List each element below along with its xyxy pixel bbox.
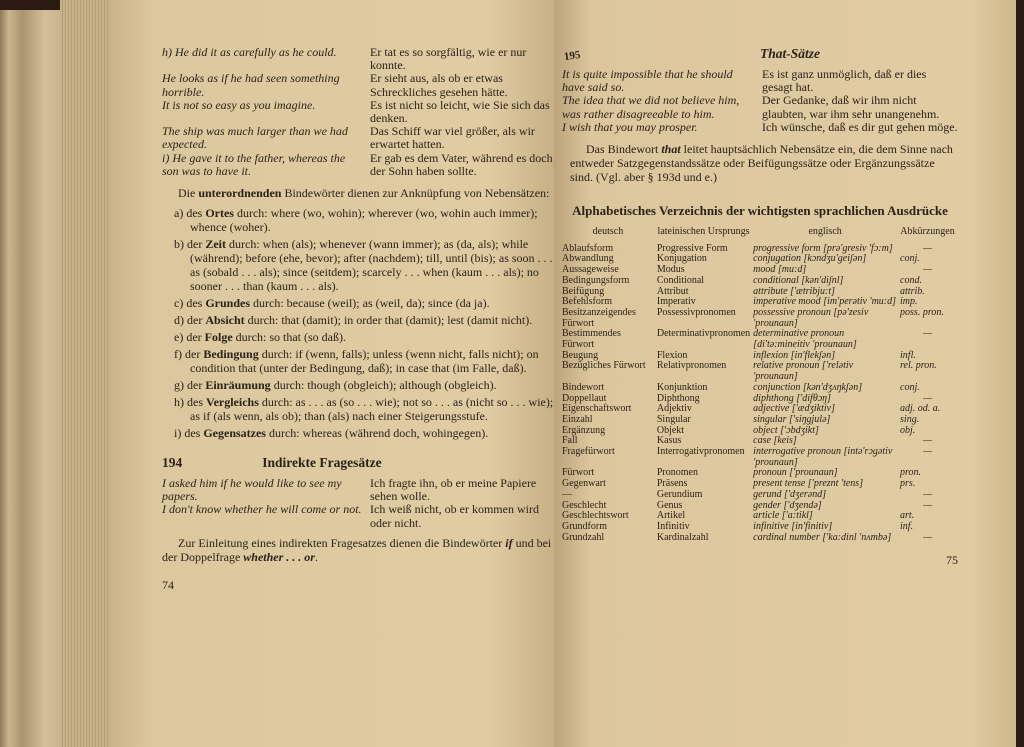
item-term: Bedingung (203, 347, 259, 362)
example-english: It is quite impossible that he should have said so. (562, 67, 733, 95)
text: Die (178, 186, 199, 201)
item-term: Ortes (205, 206, 234, 221)
table-cell: rel. pron. (900, 360, 937, 372)
text: und bei der Doppelfrage (162, 535, 552, 564)
table-cell: Kardinalzahl (656, 531, 709, 543)
table-cell: conj. (900, 381, 920, 393)
table-row (562, 533, 958, 544)
item-prefix: c) des (174, 296, 206, 311)
item-text: durch: where (wo, wohin); wherever (wo, wohin auch immer); whence (woher). (190, 206, 538, 235)
left-page-column (162, 46, 554, 593)
table-cell: Bedingungsform (562, 274, 630, 286)
example-english: He looks as if he had seen something horrible. (162, 71, 340, 99)
table-cell: Aussageweise (562, 264, 619, 276)
text: Bindewörter dienen zur Anknüpfung von Nebensätzen: (281, 186, 550, 201)
section-number: 194 (162, 455, 183, 471)
text: Zur Einleitung eines indirekten Fragesatzes dienen die Bindewörter (178, 535, 506, 550)
page-stack-lines (60, 0, 112, 747)
example-english: The idea that we did not believe him, was rather disagreeable to him. (562, 93, 740, 121)
item-term: Absicht (205, 313, 245, 328)
item-prefix: i) des (174, 426, 204, 441)
example-english: The ship was much larger than we had expected. (162, 124, 348, 152)
column-header: englisch (808, 226, 842, 238)
table-cell: conj. (900, 253, 920, 265)
table-cell: — (923, 392, 932, 404)
example-english: h) He did it as carefully as he could. (162, 45, 337, 59)
table-cell: — (923, 264, 932, 276)
table-cell: inflexion [in'flekʃən] (753, 349, 836, 361)
table-cell: — (923, 328, 932, 340)
item-prefix: b) der (174, 237, 206, 252)
item-term: Zeit (205, 237, 226, 252)
table-cell: cond. (900, 274, 922, 286)
item-term: Folge (204, 330, 233, 345)
table-cell: cardinal number ['ka:dinl 'nʌmbə] (753, 531, 892, 543)
list-item (174, 330, 554, 344)
item-text: durch: though (obgleich); although (obgleich). (270, 378, 497, 393)
conjunction-list (162, 206, 554, 443)
example-english: I wish that you may prosper. (562, 119, 698, 134)
item-prefix: f) der (174, 347, 204, 362)
list-item (174, 313, 554, 327)
list-item (174, 296, 554, 310)
table-cell: conjugation [kɔndʒu'geiʃən] (753, 253, 867, 265)
item-term: Grundes (205, 296, 251, 311)
table-cell: Eigenschaftswort (562, 403, 632, 415)
table-cell: Possessivpronomen (656, 306, 736, 318)
table-cell: inf. (900, 521, 914, 532)
column-header: deutsch (592, 226, 624, 238)
table-cell: Gegenwart (562, 478, 606, 490)
table-cell: — (562, 488, 572, 500)
example-german: Ich fragte ihn, ob er meine Papiere sehen wolle. (370, 476, 537, 504)
table-cell: pronoun ['prounaun] (753, 467, 838, 479)
table-cell: Determinativpronomen (656, 328, 751, 340)
table-cell: Kasus (656, 435, 682, 447)
list-item (174, 426, 554, 440)
page-number: 74 (162, 577, 174, 592)
table-cell: infinitive [in'finitiv] (753, 521, 833, 532)
table-cell: Interrogativpronomen (656, 446, 745, 458)
section-title: Indirekte Fragesätze (262, 455, 382, 471)
table-cell: — (923, 435, 932, 447)
table-row (562, 276, 958, 287)
section-heading (162, 455, 554, 471)
table-cell: Bindewort (562, 381, 605, 393)
section-title: That-Sätze (759, 46, 820, 61)
example-german: Er tat es so sorgfältig, wie er nur konnte. (370, 45, 527, 73)
table-cell: mood [mu:d] (753, 264, 807, 276)
table-cell: Genus (656, 499, 683, 511)
table-row (562, 490, 958, 501)
table-cell: sing. (900, 413, 920, 425)
column-header: lateinischen Ursprungs (657, 226, 750, 238)
item-prefix: d) der (174, 313, 206, 328)
text: leitet hauptsächlich Nebensätze ein, die dem Sinne nach entweder Satzgegenstandssätze oder Beifügungssätze oder Ergänzungssätze sind. (Vgl. aber § 193d und e.) (570, 142, 953, 185)
table-cell: case [keis] (753, 435, 797, 447)
item-text: durch: if (wenn, falls); unless (wenn nicht, falls nicht); on condition that (unter der Bedingung, daß); in case that (im Falle, daß). (190, 347, 539, 376)
table-cell: Bezügliches Fürwort (562, 360, 646, 372)
text: . (314, 549, 318, 564)
example-english: I asked him if he would like to see my papers. (162, 476, 342, 504)
item-prefix: a) des (174, 206, 206, 221)
table-cell: determinative pronoun [di'tə:mineitiv 'prounaun] (753, 328, 857, 351)
intro-paragraph (162, 186, 554, 200)
example-english: It is not so easy as you imagine. (162, 97, 316, 112)
table-cell: attribute ['ætribju:t] (753, 285, 836, 297)
table-row (562, 361, 958, 382)
table-cell: obj. (900, 424, 916, 436)
table-cell: Doppellaut (562, 392, 607, 404)
table-cell: prs. (900, 478, 916, 490)
examples-top (162, 46, 554, 178)
table-cell: Befehlsform (562, 296, 612, 308)
table-cell: conjunction [kən'dʒʌŋkʃən] (753, 381, 863, 393)
table-cell: poss. pron. (900, 306, 944, 318)
table-cell: Besitzanzeigendes Fürwort (562, 306, 636, 329)
example-german: Er sieht aus, als ob er etwas Schreckliches gesehen hätte. (370, 71, 508, 99)
examples (562, 68, 958, 134)
table-row (562, 447, 958, 468)
item-prefix: e) der (174, 330, 205, 345)
table-cell: possessive pronoun [pə'zesiv 'prounaun] (753, 306, 869, 329)
table-row (562, 308, 958, 329)
table-cell: Objekt (656, 424, 685, 436)
index-title: Alphabetisches Verzeichnis der wichtigsten sprachlichen Ausdrücke (572, 203, 948, 219)
table-cell: adjective ['ædʒiktiv] (753, 403, 836, 415)
example-german: Das Schiff war viel größer, als wir erwartet hatten. (370, 124, 535, 152)
table-cell: object ['ɔbdʒikt] (753, 424, 819, 436)
table-cell: Adjektiv (656, 403, 692, 415)
item-term: Vergleichs (206, 395, 259, 410)
table-cell: relative pronoun ['relətiv 'prounaun] (753, 360, 854, 383)
table-cell: Beugung (562, 349, 599, 361)
table-cell: Progressive Form (656, 242, 728, 254)
term: that (661, 142, 681, 157)
example-german: Ich wünsche, daß es dir gut gehen möge. (762, 119, 958, 134)
table-cell: gender ['dʒendə] (753, 499, 822, 511)
table-cell: Grundform (562, 521, 607, 532)
table-cell: imp. (900, 296, 918, 308)
item-prefix: g) der (174, 378, 206, 393)
table-cell: Abwandlung (562, 253, 614, 265)
table-row (562, 383, 958, 394)
example-german: Ich weiß nicht, ob er kommen wird oder nicht. (370, 502, 539, 530)
item-text: durch: as . . . as (so . . . wie); not so . . . as (nicht so . . . wie); as if (als wenn, als ob); than (als) nach einer Steigerungsstufe. (190, 395, 554, 424)
list-item (174, 347, 554, 375)
example-german: Es ist nicht so leicht, wie Sie sich das denken. (370, 97, 550, 126)
item-text: durch: because (weil); as (weil, da); since (da ja). (250, 296, 490, 311)
item-text: durch: when (als); whenever (wann immer); as (da, als); while (während); before (ehe, bevor); after (nachdem); till, until (bis); as soon . . . as (sobald . . . als); since (seitdem); scarcely . . . when (kaum . . . als); no sooner . . . than (kaum . . . als). (190, 237, 553, 294)
table-cell: Geschlechtswort (562, 510, 629, 522)
table-cell: infl. (900, 349, 916, 361)
table-cell: Relativpronomen (656, 360, 727, 372)
closing-paragraph (162, 536, 554, 564)
table-cell: art. (900, 510, 915, 522)
table-cell: — (923, 488, 932, 500)
table-cell: Fürwort (562, 467, 595, 479)
example-english: i) He gave it to the father, whereas the son was to have it. (162, 150, 346, 178)
item-text: durch: whereas (während doch, wohingegen). (265, 426, 489, 441)
table-cell: Bestimmendes Fürwort (562, 328, 621, 351)
table-cell: Modus (656, 264, 685, 276)
table-cell: singular ['siŋgjulə] (753, 413, 831, 425)
list-item (174, 378, 554, 392)
table-cell: diphthong ['difθɔŋ] (753, 392, 831, 404)
table-cell: Geschlecht (562, 499, 607, 511)
table-cell: present tense ['preznt 'tens] (753, 478, 864, 490)
table-cell: progressive form [prə'gresiv 'fɔ:m] (753, 242, 893, 254)
table-cell: Infinitiv (656, 521, 690, 532)
table-cell: Singular (656, 413, 691, 425)
table-cell: Attribut (656, 285, 689, 297)
table-cell: Grundzahl (562, 531, 605, 543)
right-page-column (562, 46, 958, 568)
table-row (562, 329, 958, 350)
item-text: durch: that (damit); in order that (damit); lest (damit nicht). (244, 313, 533, 328)
table-cell: — (923, 242, 932, 254)
table-cell: article ['a:tikl] (753, 510, 813, 522)
item-prefix: h) des (174, 395, 206, 410)
table-cell: Fall (562, 435, 578, 447)
term: unterordnenden (198, 186, 282, 201)
table-cell: interrogative pronoun [intə'rɔgətiv 'prounaun] (753, 446, 893, 468)
table-cell: — (923, 499, 932, 511)
table-cell: Imperativ (656, 296, 696, 308)
table-cell: Ergänzung (562, 424, 606, 436)
list-item (174, 395, 554, 423)
table-cell: Beifügung (562, 285, 605, 297)
example-german: Der Gedanke, daß wir ihm nicht glaubten, war ihm sehr unangenehm. (762, 93, 940, 121)
examples-bottom (162, 477, 554, 530)
text: Das Bindewort (586, 142, 662, 157)
table-cell: attrib. (900, 285, 925, 297)
term: if (505, 535, 513, 550)
right-page (554, 0, 1016, 747)
table-cell: Konjunktion (656, 381, 708, 393)
table-cell: gerund ['dʒerənd] (753, 488, 827, 500)
table-cell: imperative mood [im'perətiv 'mu:d] (753, 296, 897, 308)
item-term: Einräumung (205, 378, 271, 393)
table-cell: Präsens (656, 478, 688, 490)
column-header: Abkürzungen (900, 226, 955, 238)
left-page (108, 0, 554, 747)
example-german: Er gab es dem Vater, während es doch der Sohn haben sollte. (370, 150, 553, 178)
table-cell: — (923, 446, 932, 458)
item-term: Gegensatzes (203, 426, 266, 441)
table-cell: Conditional (656, 274, 705, 286)
table-cell: Einzahl (562, 413, 593, 425)
example-german: Es ist ganz unmöglich, daß er dies gesagt hat. (762, 67, 927, 95)
that-paragraph (562, 142, 958, 184)
table-cell: Gerundium (656, 488, 703, 500)
table-cell: pron. (900, 467, 922, 479)
table-cell: conditional [kən'diʃnl] (753, 274, 844, 286)
item-text: durch: so that (so daß). (232, 330, 346, 345)
page-number: 75 (946, 553, 958, 568)
section-number: 195 (563, 48, 582, 64)
list-item (174, 237, 554, 293)
terminology-table (562, 227, 958, 543)
table-cell: Pronomen (656, 467, 698, 479)
term: whether . . . or (243, 549, 315, 564)
table-cell: Diphthong (656, 392, 700, 404)
table-cell: Fragefürwort (562, 446, 615, 458)
table-cell: Flexion (656, 349, 688, 361)
table-cell: adj. od. a. (900, 403, 941, 415)
example-english: I don't know whether he will come or not. (162, 502, 362, 517)
table-cell: — (923, 531, 932, 543)
table-cell: Konjugation (656, 253, 707, 265)
table-cell: Ablaufsform (562, 242, 614, 254)
list-item (174, 206, 554, 234)
table-cell: Artikel (656, 510, 686, 522)
